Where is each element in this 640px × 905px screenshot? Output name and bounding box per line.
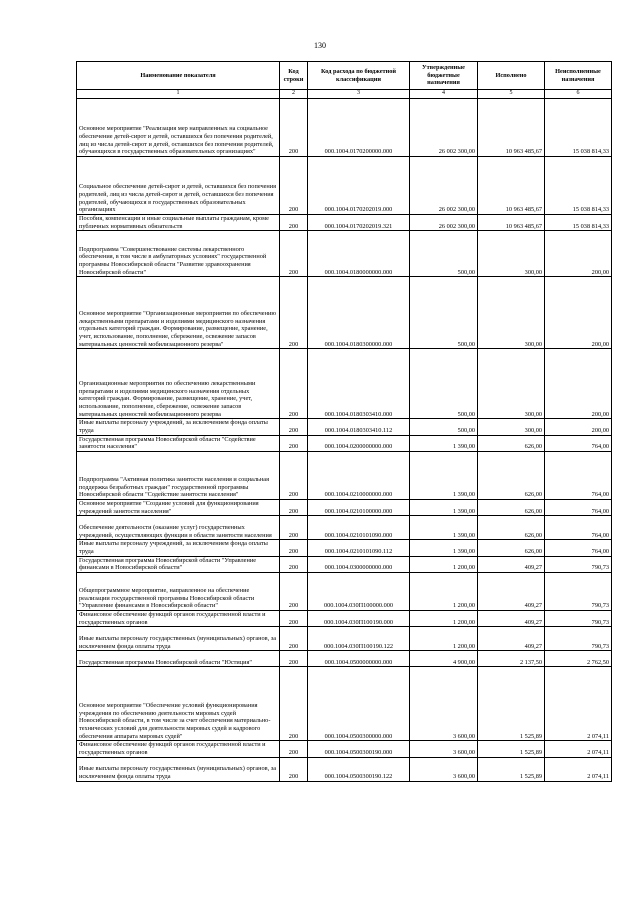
- row-code: 200: [280, 757, 308, 781]
- row-name: Финансовое обеспечение функций органов государственной власти и государственных органов: [77, 741, 280, 757]
- row-budget-code: 000.1004.0170202019.000: [308, 157, 410, 215]
- header-row-code: Код строки: [280, 62, 308, 90]
- header-budget-code: Код расхода по бюджетной классификации: [308, 62, 410, 90]
- row-approved: 1 200,00: [410, 573, 478, 611]
- row-budget-code: 000.1004.0210000000.000: [308, 452, 410, 500]
- row-executed: 300,00: [478, 349, 545, 419]
- row-budget-code: 000.1004.0500000000.000: [308, 651, 410, 667]
- row-name: Государственная программа Новосибирской области "Содействие занятости населения": [77, 435, 280, 451]
- row-unexecuted: 15 038 814,33: [545, 215, 612, 231]
- row-approved: 4 900,00: [410, 651, 478, 667]
- row-budget-code: 000.1004.030П100190.122: [308, 627, 410, 651]
- row-budget-code: 000.1004.0180000000.000: [308, 231, 410, 277]
- row-code: 200: [280, 157, 308, 215]
- column-numbers-row: [77, 90, 612, 99]
- row-approved: 500,00: [410, 349, 478, 419]
- row-executed: 409,27: [478, 556, 545, 572]
- table-row: [77, 540, 612, 556]
- row-unexecuted: 790,73: [545, 627, 612, 651]
- row-approved: 500,00: [410, 277, 478, 349]
- row-executed: 1 525,89: [478, 667, 545, 741]
- column-number: 4: [410, 90, 478, 99]
- row-approved: 1 200,00: [410, 556, 478, 572]
- page-number: 130: [314, 41, 326, 50]
- row-name: Подпрограмма "Активная политика занятости населения и социальная поддержка безработных граждан" государственной программы Новосибирской области "Содействие занятости населения": [77, 452, 280, 500]
- row-unexecuted: 15 038 814,33: [545, 99, 612, 157]
- table-row: [77, 516, 612, 540]
- row-approved: 1 200,00: [410, 611, 478, 627]
- header-name: Наименование показателя: [77, 62, 280, 90]
- table-row: [77, 757, 612, 781]
- row-approved: 26 002 300,00: [410, 157, 478, 215]
- row-name: Иные выплаты персоналу учреждений, за исключением фонда оплаты труда: [77, 419, 280, 435]
- row-approved: 1 200,00: [410, 627, 478, 651]
- column-number: 1: [77, 90, 280, 99]
- row-unexecuted: 764,00: [545, 435, 612, 451]
- row-code: 200: [280, 667, 308, 741]
- row-name: Иные выплаты персоналу государственных (муниципальных) органов, за исключением фонда оплаты труда: [77, 757, 280, 781]
- row-unexecuted: 15 038 814,33: [545, 157, 612, 215]
- table-row: [77, 349, 612, 419]
- row-executed: 626,00: [478, 435, 545, 451]
- row-unexecuted: 200,00: [545, 231, 612, 277]
- row-unexecuted: 764,00: [545, 500, 612, 516]
- row-budget-code: 000.1004.0180300000.000: [308, 277, 410, 349]
- row-code: 200: [280, 573, 308, 611]
- row-executed: 10 963 485,67: [478, 99, 545, 157]
- column-number: 5: [478, 90, 545, 99]
- row-executed: 10 963 485,67: [478, 215, 545, 231]
- table-row: [77, 627, 612, 651]
- row-unexecuted: 2 074,11: [545, 667, 612, 741]
- row-approved: 26 002 300,00: [410, 215, 478, 231]
- table-row: [77, 435, 612, 451]
- row-unexecuted: 200,00: [545, 419, 612, 435]
- row-executed: 300,00: [478, 277, 545, 349]
- row-name: Основное мероприятие "Обеспечение условий функционирования учреждения по обеспечению деятельности мировых судей Новосибирской области, в том числе за счет обеспечения материально-технических условий для деятельности мировых судей и кадрового обеспечения аппарата мировых судей": [77, 667, 280, 741]
- row-code: 200: [280, 627, 308, 651]
- row-name: Иные выплаты персоналу государственных (муниципальных) органов, за исключением фонда оплаты труда: [77, 627, 280, 651]
- row-budget-code: 000.1004.0500300000.000: [308, 667, 410, 741]
- row-budget-code: 000.1004.0210100000.000: [308, 500, 410, 516]
- row-budget-code: 000.1004.0170200000.000: [308, 99, 410, 157]
- table-row: [77, 500, 612, 516]
- row-name: Основное мероприятие "Организационные мероприятия по обеспечению лекарственными препаратами и изделиями медицинского назначения отдельных категорий граждан. Формирование, размещение, хранение, учет, использование, пополнение, сбережение, освежение запасов материальных ценностей мобилизационного резерва": [77, 277, 280, 349]
- header-approved: Утвержденные бюджетные назначения: [410, 62, 478, 90]
- table-row: [77, 215, 612, 231]
- row-unexecuted: 790,73: [545, 556, 612, 572]
- table-row: [77, 651, 612, 667]
- row-code: 200: [280, 277, 308, 349]
- row-approved: 1 390,00: [410, 452, 478, 500]
- row-approved: 1 390,00: [410, 435, 478, 451]
- row-name: Государственная программа Новосибирской области "Управление финансами в Новосибирской области": [77, 556, 280, 572]
- row-unexecuted: 200,00: [545, 277, 612, 349]
- table-row: [77, 452, 612, 500]
- row-code: 200: [280, 435, 308, 451]
- row-code: 200: [280, 540, 308, 556]
- row-name: Финансовое обеспечение функций органов государственной власти и государственных органов: [77, 611, 280, 627]
- row-code: 200: [280, 215, 308, 231]
- row-unexecuted: 790,73: [545, 611, 612, 627]
- column-number: 2: [280, 90, 308, 99]
- row-name: Организационные мероприятия по обеспечению лекарственными препаратами и изделиями медицинского назначения отдельных категорий граждан. Формирование, размещение, хранение, учет, использование, пополнение, сбережение, освежение запасов материальных ценностей мобилизационного резерва: [77, 349, 280, 419]
- row-approved: 500,00: [410, 419, 478, 435]
- row-name: Социальное обеспечение детей-сирот и детей, оставшихся без попечения родителей, лиц из числа детей-сирот и детей, оставшихся без попечения родителей, обучающихся в государственных образовательных организациях: [77, 157, 280, 215]
- row-approved: 26 002 300,00: [410, 99, 478, 157]
- budget-execution-table: [76, 61, 612, 782]
- table-row: [77, 556, 612, 572]
- row-budget-code: 000.1004.030П100190.000: [308, 611, 410, 627]
- column-number: 6: [545, 90, 612, 99]
- row-executed: 1 525,89: [478, 741, 545, 757]
- table-header-row: [77, 62, 612, 90]
- row-executed: 626,00: [478, 452, 545, 500]
- row-approved: 3 600,00: [410, 667, 478, 741]
- table-row: [77, 277, 612, 349]
- row-budget-code: 000.1004.0210101090.112: [308, 540, 410, 556]
- row-name: Обеспечение деятельности (оказание услуг) государственных учреждений, осуществляющих функции в области занятости населения: [77, 516, 280, 540]
- row-code: 200: [280, 556, 308, 572]
- row-code: 200: [280, 349, 308, 419]
- row-approved: 3 600,00: [410, 741, 478, 757]
- table-row: [77, 419, 612, 435]
- row-executed: 626,00: [478, 540, 545, 556]
- row-code: 200: [280, 99, 308, 157]
- row-unexecuted: 2 762,50: [545, 651, 612, 667]
- row-name: Общепрограммное мероприятие, направленное на обеспечение реализации государственной программы Новосибирской области "Управление финансами в Новосибирской области": [77, 573, 280, 611]
- row-name: Основное мероприятие "Создание условий для функционирования учреждений занятости населения": [77, 500, 280, 516]
- row-code: 200: [280, 500, 308, 516]
- row-budget-code: 000.1004.0200000000.000: [308, 435, 410, 451]
- row-executed: 626,00: [478, 500, 545, 516]
- row-unexecuted: 2 074,11: [545, 741, 612, 757]
- row-approved: 1 390,00: [410, 500, 478, 516]
- table-row: [77, 573, 612, 611]
- row-executed: 409,27: [478, 627, 545, 651]
- row-unexecuted: 200,00: [545, 349, 612, 419]
- row-budget-code: 000.1004.0170202019.321: [308, 215, 410, 231]
- row-code: 200: [280, 516, 308, 540]
- row-executed: 300,00: [478, 419, 545, 435]
- row-code: 200: [280, 452, 308, 500]
- table-row: [77, 157, 612, 215]
- header-unexecuted: Неисполненные назначения: [545, 62, 612, 90]
- row-unexecuted: 764,00: [545, 516, 612, 540]
- row-budget-code: 000.1004.030П100000.000: [308, 573, 410, 611]
- row-budget-code: 000.1004.0300000000.000: [308, 556, 410, 572]
- row-approved: 3 600,00: [410, 757, 478, 781]
- row-code: 200: [280, 231, 308, 277]
- row-code: 200: [280, 741, 308, 757]
- row-unexecuted: 790,73: [545, 573, 612, 611]
- row-name: Иные выплаты персоналу учреждений, за исключением фонда оплаты труда: [77, 540, 280, 556]
- table-row: [77, 667, 612, 741]
- row-code: 200: [280, 651, 308, 667]
- row-executed: 409,27: [478, 611, 545, 627]
- row-budget-code: 000.1004.0500300190.122: [308, 757, 410, 781]
- row-unexecuted: 764,00: [545, 540, 612, 556]
- row-name: Государственная программа Новосибирской области "Юстиция": [77, 651, 280, 667]
- row-budget-code: 000.1004.0500300190.000: [308, 741, 410, 757]
- row-executed: 300,00: [478, 231, 545, 277]
- row-approved: 500,00: [410, 231, 478, 277]
- column-number: 3: [308, 90, 410, 99]
- row-name: Пособия, компенсации и иные социальные выплаты гражданам, кроме публичных нормативных обязательств: [77, 215, 280, 231]
- row-budget-code: 000.1004.0210101090.000: [308, 516, 410, 540]
- row-code: 200: [280, 611, 308, 627]
- row-approved: 1 390,00: [410, 540, 478, 556]
- header-executed: Исполнено: [478, 62, 545, 90]
- row-budget-code: 000.1004.0180303410.000: [308, 349, 410, 419]
- row-name: Основное мероприятие "Реализация мер направленных на социальное обеспечение детей-сирот и детей, оставшихся без попечения родителей, лиц из числа детей-сирот и детей, оставшихся без попечения родителей, обучающихся в государственных образовательных организациях": [77, 99, 280, 157]
- row-approved: 1 390,00: [410, 516, 478, 540]
- table-row: [77, 231, 612, 277]
- row-unexecuted: 764,00: [545, 452, 612, 500]
- row-executed: 626,00: [478, 516, 545, 540]
- row-executed: 2 137,50: [478, 651, 545, 667]
- row-executed: 10 963 485,67: [478, 157, 545, 215]
- row-code: 200: [280, 419, 308, 435]
- row-executed: 1 525,89: [478, 757, 545, 781]
- row-budget-code: 000.1004.0180303410.112: [308, 419, 410, 435]
- row-name: Подпрограмма "Совершенствование системы лекарственного обеспечения, в том числе в амбулаторных условиях" государственной программы Новосибирской области "Развитие здравоохранения Новосибирской области": [77, 231, 280, 277]
- row-unexecuted: 2 074,11: [545, 757, 612, 781]
- table-row: [77, 99, 612, 157]
- row-executed: 409,27: [478, 573, 545, 611]
- table-row: [77, 741, 612, 757]
- table-row: [77, 611, 612, 627]
